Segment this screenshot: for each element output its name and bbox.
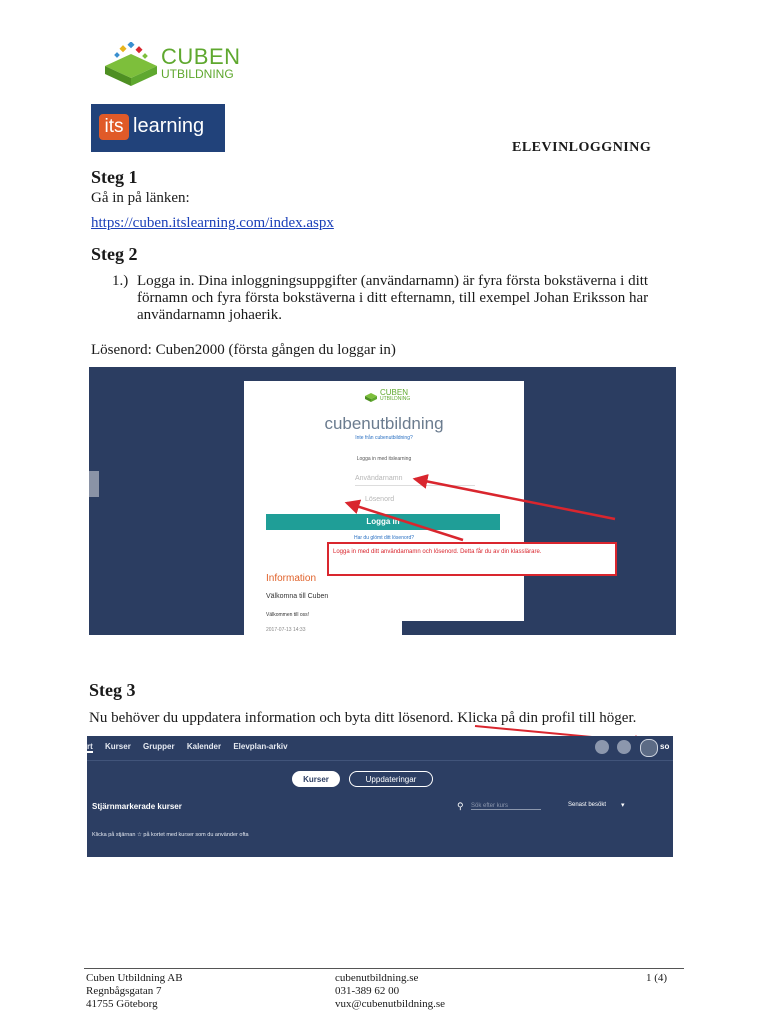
info-body: Välkommen till oss! bbox=[266, 612, 310, 618]
nav-item-calendar[interactable]: Kalender bbox=[186, 742, 222, 751]
card-logo-sub: UTBILDNING bbox=[380, 396, 411, 402]
cuben-logo bbox=[103, 42, 243, 86]
nav-item-archive[interactable]: Elevplan-arkiv bbox=[233, 742, 288, 751]
login-button[interactable]: Logga in bbox=[266, 514, 500, 530]
step1-heading: Steg 1 bbox=[91, 167, 138, 187]
footer-address bbox=[86, 972, 183, 1011]
nav-item-courses[interactable]: Kurser bbox=[105, 742, 131, 751]
login-with-label: Logga in med itslearning bbox=[356, 456, 412, 462]
document-title: ELEVINLOGGNING bbox=[512, 140, 652, 155]
step2-item-text: Logga in. Dina inloggningsuppgifter (användarnamn) är fyra första bokstäverna i ditt förnamn och fyra första bokstäverna i ditt efternamn, till exempel Johan Eriksson har användarnamn johaerik. bbox=[137, 273, 649, 323]
login-link[interactable]: https://cuben.itslearning.com/index.aspx bbox=[91, 215, 334, 231]
user-initials[interactable]: so bbox=[660, 742, 670, 751]
footer-company: Cuben Utbildning AB bbox=[86, 972, 183, 984]
chevron-down-icon[interactable]: ▾ bbox=[621, 802, 625, 809]
footer-city: 41755 Göteborg bbox=[86, 998, 158, 1010]
site-title: cubenutbildning bbox=[324, 414, 444, 433]
password-field[interactable]: Lösenord bbox=[365, 496, 395, 503]
bell-icon[interactable] bbox=[595, 740, 609, 754]
tab-courses[interactable]: Kurser bbox=[292, 771, 340, 787]
nav-divider bbox=[87, 760, 673, 761]
starred-courses-title: Stjärnmarkerade kurser bbox=[92, 802, 182, 811]
app-screenshot bbox=[87, 736, 673, 857]
cuben-logo-subtext: UTBILDNING bbox=[161, 67, 234, 81]
step3-heading: Steg 3 bbox=[89, 680, 136, 700]
message-icon[interactable] bbox=[617, 740, 631, 754]
callout-arrows bbox=[89, 367, 676, 635]
sort-select[interactable]: Senast besökt bbox=[568, 802, 607, 808]
username-field[interactable]: Användarnamn bbox=[355, 473, 475, 486]
footer-phone: 031-389 62 00 bbox=[335, 985, 400, 997]
password-text: Lösenord: Cuben2000 (första gången du loggar in) bbox=[91, 342, 396, 358]
info-title[interactable]: Välkomna till Cuben bbox=[266, 593, 329, 600]
tab-updates[interactable]: Uppdateringar bbox=[349, 771, 433, 787]
step3-text: Nu behöver du uppdatera information och byta ditt lösenord. Klicka på din profil till höger. bbox=[89, 710, 637, 726]
itslearning-logo bbox=[91, 104, 225, 152]
cuben-logo-text: CUBEN bbox=[161, 44, 241, 69]
other-site-link[interactable]: Inte från cubenutbildning? bbox=[355, 435, 413, 441]
cuben-cube-icon bbox=[103, 42, 161, 86]
footer-email: vux@cubenutbildning.se bbox=[335, 998, 446, 1010]
card-logo-text: CUBEN bbox=[380, 388, 409, 397]
nav-item-groups[interactable]: Grupper bbox=[143, 742, 175, 751]
course-search-input[interactable]: Sök efter kurs bbox=[471, 803, 541, 810]
search-icon[interactable]: ⚲ bbox=[457, 801, 464, 811]
info-heading: Information bbox=[266, 573, 317, 584]
profile-avatar[interactable] bbox=[640, 739, 658, 757]
footer-divider bbox=[84, 968, 684, 969]
learning-word: learning bbox=[133, 115, 205, 137]
top-nav bbox=[87, 742, 288, 751]
step1-text: Gå in på länken: bbox=[91, 190, 190, 206]
nav-item-start[interactable]: rt bbox=[87, 742, 93, 751]
page-number: 1 (4) bbox=[646, 972, 668, 984]
callout-text: Logga in med ditt användarnamn och lösenord. Detta får du av din klasslärare. bbox=[333, 549, 542, 555]
star-hint-text: Klicka på stjärnan ☆ på kortet med kurser som du använder ofta bbox=[92, 832, 249, 838]
step2-item-number: 1.) bbox=[112, 273, 129, 289]
footer-street: Regnbågsgatan 7 bbox=[86, 985, 162, 997]
login-screenshot bbox=[89, 367, 676, 635]
info-date: 2017-07-13 14:33 bbox=[266, 627, 306, 633]
its-badge: its bbox=[99, 114, 129, 140]
footer-contact bbox=[335, 972, 445, 1011]
forgot-password-link[interactable]: Har du glömt ditt lösenord? bbox=[353, 535, 415, 541]
step2-heading: Steg 2 bbox=[91, 244, 138, 264]
footer-web: cubenutbildning.se bbox=[335, 972, 419, 984]
